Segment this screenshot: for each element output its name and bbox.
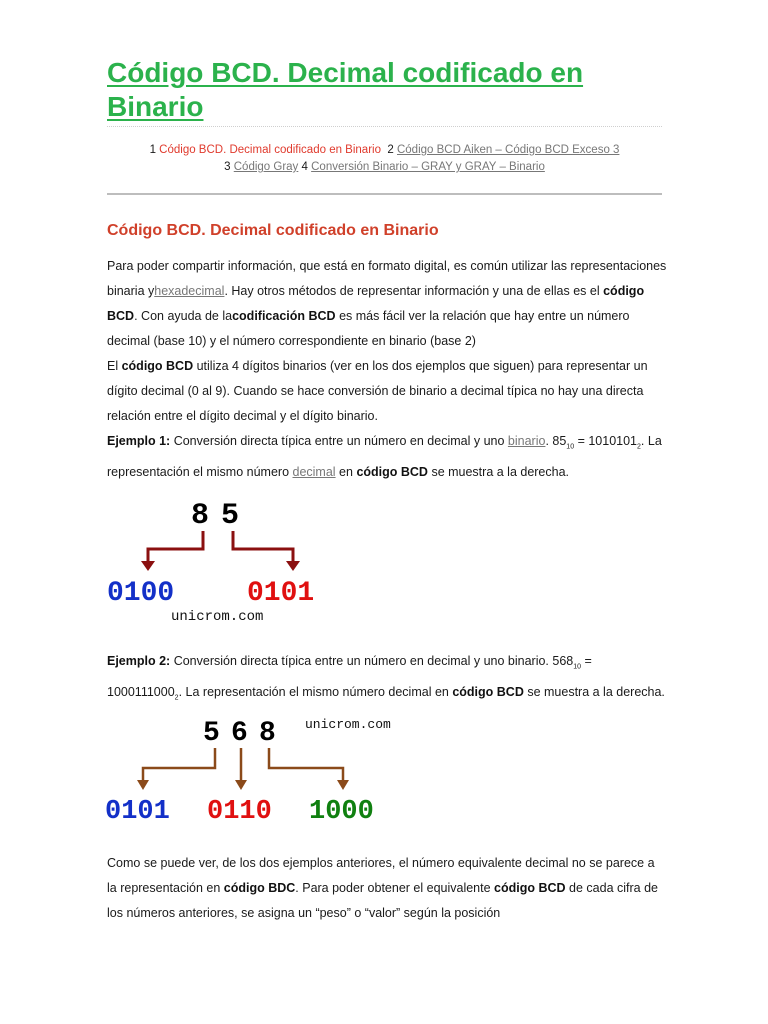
arrow-head — [137, 780, 149, 790]
bcd-figure-85 — [105, 495, 345, 630]
bold-term: código BCD — [121, 359, 194, 373]
subscript: 2 — [174, 694, 179, 701]
toc-number-1: 1 — [149, 144, 156, 156]
title-divider — [107, 126, 662, 127]
text: . Con ayuda de la — [134, 309, 233, 323]
decimal-digit: 5 — [221, 499, 240, 533]
toc-number-3: 3 — [224, 161, 231, 173]
text: = 1010101 — [574, 434, 638, 448]
toc-divider — [107, 193, 662, 195]
text: Conversión directa típica entre un número en decimal y uno binario. 568 — [170, 654, 574, 668]
text: = 1000111000 — [107, 654, 592, 699]
paragraph-example-2 — [107, 649, 667, 710]
text: Conversión directa típica entre un número en decimal y uno — [170, 434, 508, 448]
bold-term: código BCD — [494, 881, 566, 895]
example-label: Ejemplo 1: — [107, 434, 171, 448]
paragraph-bcd-definition — [107, 354, 667, 429]
bcd-diagram-568 — [103, 710, 403, 835]
text: se muestra a la derecha. — [523, 684, 665, 699]
bold-term: código BCD — [107, 284, 645, 323]
subscript: 10 — [573, 663, 582, 671]
arrow-head — [235, 780, 247, 790]
text: Para poder compartir información, que está en formato digital, es común utilizar las representaciones binaria y — [107, 259, 667, 298]
subscript: 2 — [637, 443, 641, 451]
binario-link[interactable]: binario — [507, 434, 546, 448]
bold-term: código BCD — [452, 684, 524, 699]
text: . Para poder obtener el equivalente — [295, 881, 495, 895]
watermark: unicrom.com — [171, 609, 264, 625]
toc-link-3[interactable]: Código Gray — [233, 161, 299, 173]
text: utiliza 4 dígitos binarios (ver en los dos ejemplos que siguen) para representar un dígito decimal (0 al 9). Cuando se hace conversión de binario a decimal típica no hay una directa relación entre el dígito decimal y el dígito binario. — [107, 359, 648, 423]
bcd-code: 0110 — [207, 797, 272, 827]
arrow-head — [337, 780, 349, 790]
text: El — [107, 359, 122, 373]
decimal-digit: 5 — [203, 718, 220, 749]
arrow-line — [233, 531, 293, 563]
paragraph-intro — [107, 254, 667, 354]
text: . La representación el mismo número — [107, 434, 662, 479]
watermark: unicrom.com — [305, 717, 391, 732]
page-title[interactable]: Código BCD. Decimal codificado en Binario — [107, 57, 584, 122]
bcd-code: 0101 — [105, 797, 170, 827]
toc-link-1[interactable]: Código BCD. Decimal codificado en Binario — [159, 144, 381, 156]
arrow-head — [141, 561, 155, 571]
text: Como se puede ver, de los dos ejemplos anteriores, el número equivalente decimal no se parece a la representación en — [107, 856, 655, 895]
decimal-digit: 8 — [191, 499, 210, 533]
paragraph-example-1 — [107, 429, 667, 485]
section-heading: Código BCD. Decimal codificado en Binario — [107, 222, 439, 239]
table-of-contents — [107, 142, 662, 176]
toc-link-2[interactable]: Código BCD Aiken – Código BCD Exceso 3 — [396, 144, 620, 156]
toc-number-2: 2 — [387, 144, 394, 156]
paragraph-conclusion — [107, 851, 667, 926]
text: . Hay otros métodos de representar información y una de ellas es el — [224, 284, 604, 298]
arrow-line — [269, 748, 343, 782]
bcd-diagram-85 — [105, 495, 345, 625]
toc-link-4[interactable]: Conversión Binario – GRAY y GRAY – Binario — [311, 161, 545, 173]
decimal-digit: 6 — [231, 718, 248, 749]
text: es más fácil ver la relación que hay entre un número decimal (base 10) y el número correspondiente en binario (base 2) — [107, 309, 630, 348]
bcd-code: 1000 — [309, 797, 374, 827]
decimal-digit: 8 — [259, 718, 276, 749]
bcd-code: 0101 — [247, 578, 315, 609]
example-label: Ejemplo 2: — [107, 654, 171, 668]
bold-term: código BCD — [356, 464, 428, 479]
bcd-figure-568 — [103, 710, 403, 840]
text: . 85 — [545, 434, 567, 448]
arrow-head — [286, 561, 300, 571]
text: se muestra a la derecha. — [427, 464, 570, 479]
text: de cada cifra de los números anteriores, se asigna un “peso” o “valor” según la posición — [107, 881, 658, 920]
bold-term: codificación BCD — [232, 309, 336, 323]
text: en — [335, 464, 357, 479]
text: . La representación el mismo número decimal en — [178, 684, 453, 699]
arrow-line — [148, 531, 203, 563]
toc-number-4: 4 — [301, 161, 308, 173]
subscript: 10 — [566, 443, 575, 451]
decimal-link[interactable]: decimal — [292, 464, 336, 479]
arrow-line — [143, 748, 215, 782]
bold-term: código BDC — [223, 881, 296, 895]
hexadecimal-link[interactable]: hexadecimal — [154, 284, 225, 298]
bcd-code: 0100 — [107, 578, 175, 609]
